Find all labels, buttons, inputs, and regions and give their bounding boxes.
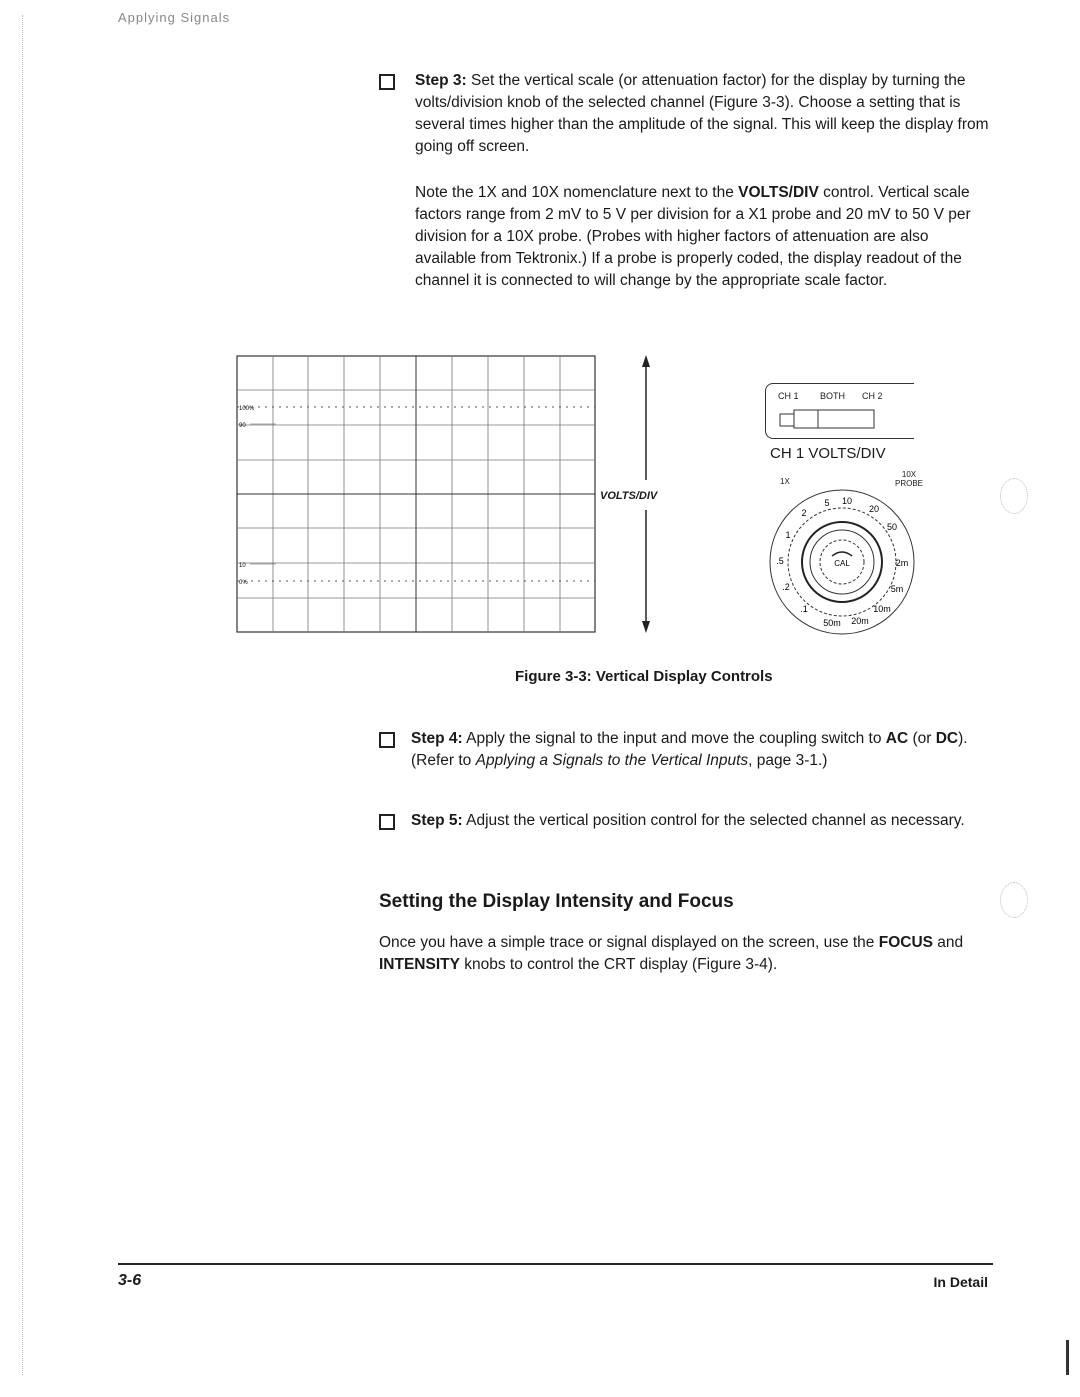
dial-p5: .5 [776,556,784,566]
scan-edge-mark [1066,1340,1069,1375]
binder-hole [1000,882,1028,918]
step4-dc: DC [935,730,959,747]
dial-2m: 2m [895,558,909,568]
switch-ch1: CH 1 [778,391,799,401]
step5-label: Step 5: [411,812,463,829]
graticule-diagram [236,355,598,635]
dial-1: 1 [785,530,791,540]
step4-t4: , page 3-1.) [748,752,828,769]
section-text [379,932,979,976]
note-post: control. Vertical scale factors range from 2 mV to 5 V per division for a X1 probe and 20 mV to 50 V per division for a 10X probe. (Probes with higher factors of attenuation are also available from Tektronix.) If a probe is properly coded, the display readout of the channel it is connected to will change by the appropriate scale factor. [415,184,971,289]
scan-margin [22,15,24,1375]
section-t1: Once you have a simple trace or signal displayed on the screen, use the [379,934,879,951]
step4-t3: ). (Refer to [411,730,968,769]
section-t2: and [932,934,964,951]
step4-t2: (or [908,730,936,747]
dial-50: 50 [886,522,898,532]
dial-5: 5 [824,498,830,508]
label-10: 10 [239,563,246,569]
cross-reference-link[interactable]: Applying a Signals to the Vertical Inputs [475,752,749,769]
binder-hole [1000,478,1028,514]
note-pre: Note the 1X and 10X nomenclature next to the [415,184,739,201]
step5-body: Adjust the vertical position control for the selected channel as necessary. [466,812,965,829]
step4-checkbox[interactable] [379,732,395,748]
step5-text [411,810,986,832]
probe-1x-label: 1X [780,477,790,486]
dial-5m: 5m [890,584,904,594]
volts-div-knob[interactable] [762,482,922,642]
step3-text [415,70,990,158]
dial-p2: .2 [782,582,790,592]
step3-body: Set the vertical scale (or attenuation factor) for the display by turning the volts/division knob of the selected channel (Figure 3-3). Choose a setting that is several times higher than the amplitude of the signal. This will keep the display from going off screen. [415,72,989,155]
step4-label: Step 4: [411,730,463,747]
channel-switch-lever-icon[interactable] [778,408,878,430]
label-100: 100% [239,406,255,412]
label-90: 90 [239,423,246,429]
footer-rule [118,1263,993,1265]
step4-text [411,728,986,772]
note-bold: VOLTS/DIV [738,184,819,201]
probe-10x-line1: 10X [901,470,917,479]
dial-50m: 50m [823,618,841,628]
step4-t1: Apply the signal to the input and move the coupling switch to [466,730,886,747]
knob-title: CH 1 VOLTS/DIV [770,445,886,462]
dial-2: 2 [801,508,807,518]
step3-label: Step 3: [415,72,467,89]
focus-label: FOCUS [878,934,933,951]
section-t3: knobs to control the CRT display (Figure 3-4). [459,956,778,973]
step4-ac: AC [885,730,909,747]
dial-10m: 10m [873,604,891,614]
dial-10: 10 [841,496,853,506]
footer-section: In Detail [933,1274,988,1290]
switch-both: BOTH [820,391,846,401]
running-head: Applying Signals [118,10,231,25]
page-number: 3-6 [118,1272,142,1289]
dial-20m: 20m [851,616,869,626]
label-0: 0% [239,580,248,586]
switch-ch2: CH 2 [862,391,883,401]
dial-20: 20 [868,504,880,514]
step5-checkbox[interactable] [379,814,395,830]
step3-note [415,182,990,292]
section-heading: Setting the Display Intensity and Focus [379,891,734,912]
figure-caption: Figure 3-3: Vertical Display Controls [515,668,773,685]
intensity-label: INTENSITY [379,956,460,973]
dial-p1: .1 [800,604,808,614]
probe-10x-line2: PROBE [895,479,924,488]
volts-div-label: VOLTS/DIV [600,490,658,502]
cal-label: CAL [834,559,850,568]
step3-checkbox[interactable] [379,74,395,90]
